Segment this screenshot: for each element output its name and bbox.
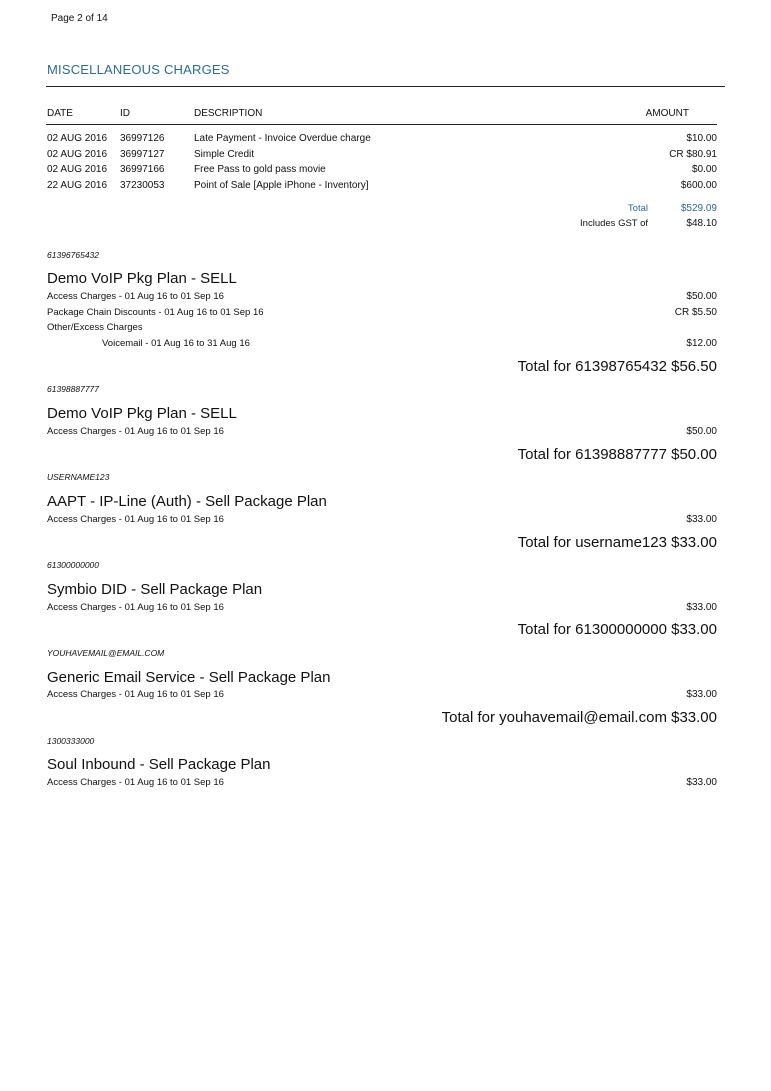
service-total: Total for 61398887777 $50.00 xyxy=(517,446,717,463)
column-header-description: DESCRIPTION xyxy=(194,108,263,119)
page-number: Page 2 of 14 xyxy=(51,13,108,24)
section-title: MISCELLANEOUS CHARGES xyxy=(47,62,230,77)
service-title: Demo VoIP Pkg Plan - SELL xyxy=(47,405,237,422)
service-total: Total for 61300000000 $33.00 xyxy=(517,621,717,638)
service-total: Total for youhavemail@email.com $33.00 xyxy=(441,709,717,726)
service-title: Symbio DID - Sell Package Plan xyxy=(47,581,263,598)
row-date: 02 AUG 2016 xyxy=(47,149,108,160)
charge-group-label: Other/Excess Charges xyxy=(47,322,143,333)
service-title: AAPT - IP-Line (Auth) - Sell Package Plan xyxy=(47,493,327,510)
service-total: Total for 61398765432 $56.50 xyxy=(517,358,717,375)
row-description: Simple Credit xyxy=(194,149,255,160)
charge-line-label: Access Charges - 01 Aug 16 to 01 Sep 16 xyxy=(47,689,224,700)
service-id: 1300333000 xyxy=(47,736,95,746)
service-id: USERNAME123 xyxy=(47,472,110,482)
row-date: 02 AUG 2016 xyxy=(47,164,108,175)
charge-line-label: Package Chain Discounts - 01 Aug 16 to 01 Sep 16 xyxy=(47,307,264,318)
row-amount: CR $80.91 xyxy=(669,149,717,160)
gst-label: Includes GST of xyxy=(580,218,648,229)
charge-line-amount: $50.00 xyxy=(686,291,717,302)
row-amount: $600.00 xyxy=(680,180,717,191)
column-header-id: ID xyxy=(120,108,130,119)
row-amount: $10.00 xyxy=(686,133,717,144)
row-id: 36997127 xyxy=(120,149,165,160)
charge-line-label: Access Charges - 01 Aug 16 to 01 Sep 16 xyxy=(47,426,224,437)
total-label: Total xyxy=(627,203,648,214)
charge-line-amount: $33.00 xyxy=(686,689,717,700)
charge-line-label: Access Charges - 01 Aug 16 to 01 Sep 16 xyxy=(47,777,224,788)
row-description: Late Payment - Invoice Overdue charge xyxy=(194,133,371,144)
service-id: YOUHAVEMAIL@EMAIL.COM xyxy=(47,648,165,658)
charge-line-amount: $12.00 xyxy=(686,338,717,349)
charge-line-label: Access Charges - 01 Aug 16 to 01 Sep 16 xyxy=(47,602,224,613)
table-header-divider xyxy=(46,124,717,125)
charge-line-label: Access Charges - 01 Aug 16 to 01 Sep 16 xyxy=(47,514,224,525)
service-id: 61398887777 xyxy=(47,384,100,394)
service-id: 61300000000 xyxy=(47,560,100,570)
row-id: 36997126 xyxy=(120,133,165,144)
service-title: Generic Email Service - Sell Package Plan xyxy=(47,669,331,686)
charge-line-label: Voicemail - 01 Aug 16 to 31 Aug 16 xyxy=(102,338,250,349)
service-title: Soul Inbound - Sell Package Plan xyxy=(47,756,271,773)
charge-line-amount: $33.00 xyxy=(686,777,717,788)
service-title: Demo VoIP Pkg Plan - SELL xyxy=(47,270,237,287)
row-description: Free Pass to gold pass movie xyxy=(194,164,326,175)
gst-value: $48.10 xyxy=(686,218,717,229)
row-id: 36997166 xyxy=(120,164,165,175)
row-date: 02 AUG 2016 xyxy=(47,133,108,144)
charge-line-amount: CR $5.50 xyxy=(674,307,717,318)
charge-line-amount: $33.00 xyxy=(686,514,717,525)
column-header-amount: AMOUNT xyxy=(645,108,689,119)
service-total: Total for username123 $33.00 xyxy=(517,534,717,551)
charge-line-label: Access Charges - 01 Aug 16 to 01 Sep 16 xyxy=(47,291,224,302)
row-id: 37230053 xyxy=(120,180,165,191)
charge-line-amount: $50.00 xyxy=(686,426,717,437)
column-header-date: DATE xyxy=(47,108,73,119)
total-value: $529.09 xyxy=(680,203,717,214)
charge-line-amount: $33.00 xyxy=(686,602,717,613)
service-id: 61396765432 xyxy=(47,250,100,260)
section-divider xyxy=(46,86,725,87)
row-description: Point of Sale [Apple iPhone - Inventory] xyxy=(194,180,369,191)
row-amount: $0.00 xyxy=(691,164,717,175)
row-date: 22 AUG 2016 xyxy=(47,180,108,191)
